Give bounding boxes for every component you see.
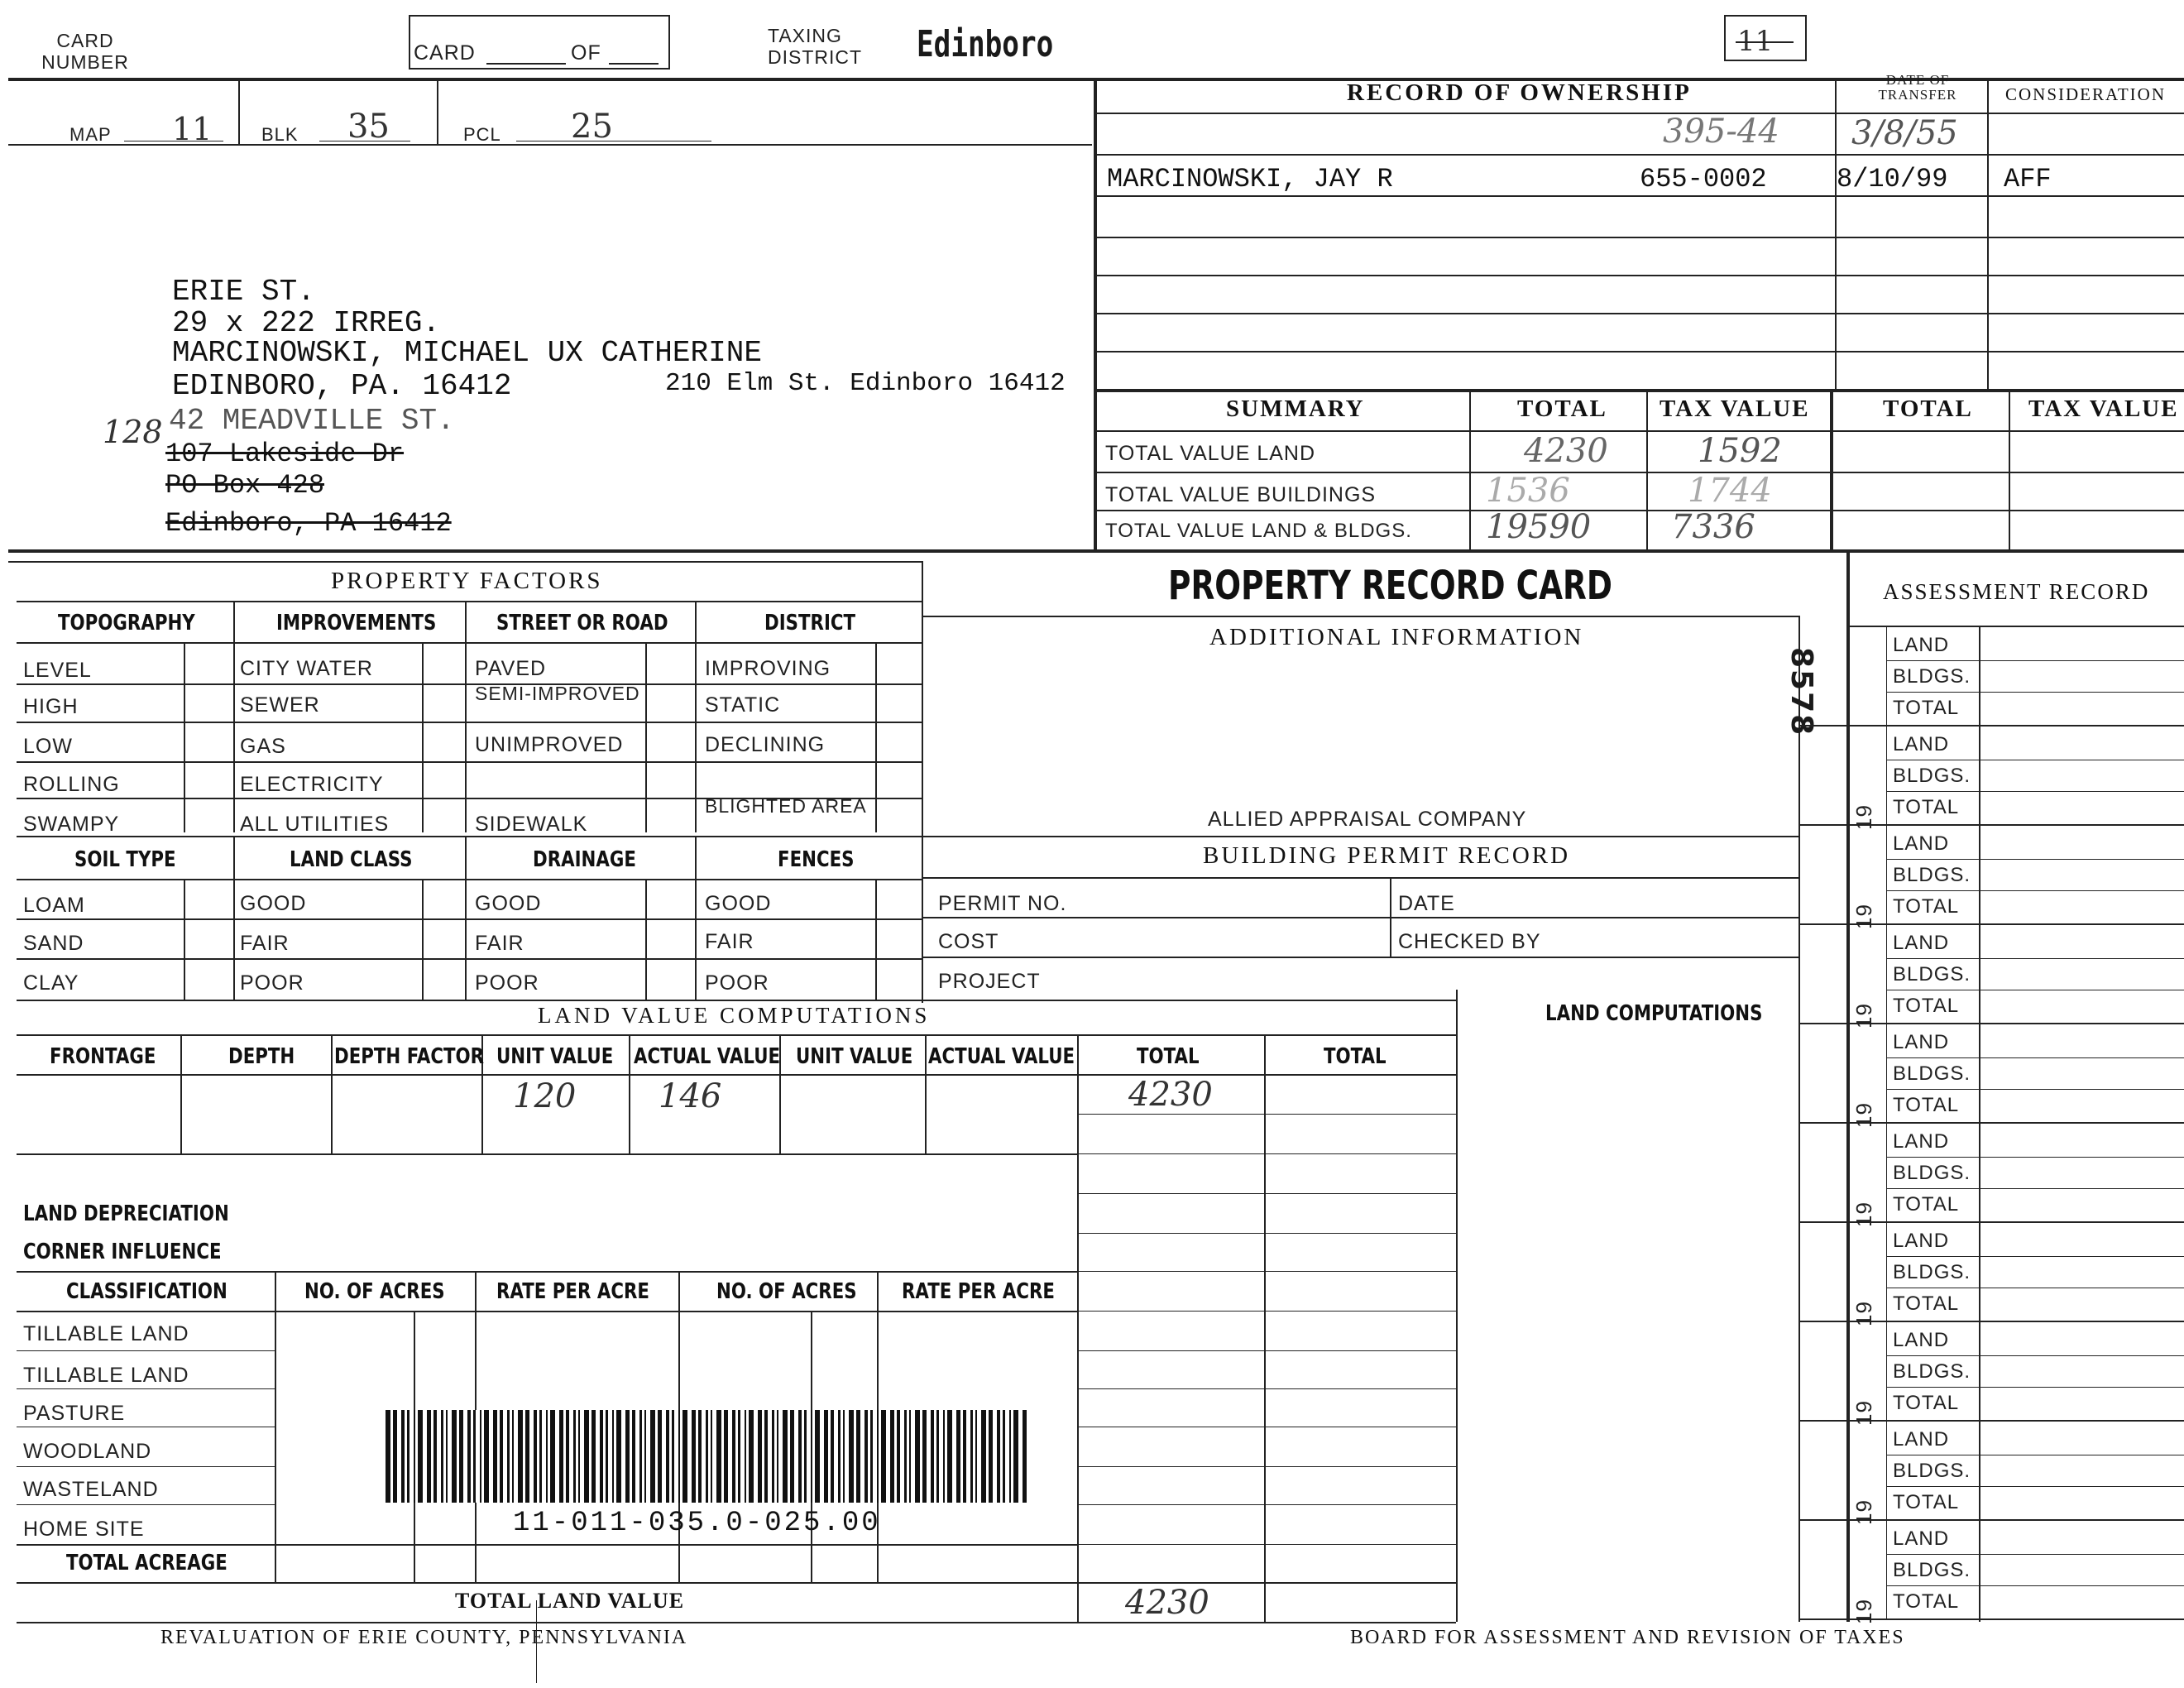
class-pasture: PASTURE (23, 1402, 126, 1425)
factor-level: LEVEL (23, 659, 92, 682)
factor-swampy: SWAMPY (23, 813, 120, 836)
assessment-land-label: LAND (1893, 733, 1950, 755)
assessment-bldgs-label: BLDGS. (1893, 1261, 1971, 1283)
factor-blighted: BLIGHTED AREA (705, 795, 867, 817)
assessment-land-label: LAND (1893, 1428, 1950, 1451)
land-computations-title: LAND COMPUTATIONS (1545, 1001, 1763, 1026)
assessment-bldgs-label: BLDGS. (1893, 1460, 1971, 1482)
card-no-value: 11 (1737, 25, 1774, 58)
assessment-bldgs-label: BLDGS. (1893, 665, 1971, 688)
drainage-good: GOOD (475, 892, 542, 915)
barcode-bar (459, 1410, 463, 1503)
barcode-bar (798, 1410, 802, 1503)
barcode-bar (682, 1410, 687, 1503)
barcode-bar (732, 1410, 735, 1503)
assessment-bldgs-label: BLDGS. (1893, 1559, 1971, 1581)
ownership-name-2: MARCINOWSKI, JAY R (1107, 164, 1393, 194)
barcode-bar (1003, 1410, 1005, 1503)
assessment-bldgs-label: BLDGS. (1893, 765, 1971, 787)
assessment-year-prefix: 19 (1851, 1102, 1876, 1128)
address-city: EDINBORO, PA. 16412 (172, 369, 512, 403)
assessment-total-label: TOTAL (1893, 1491, 1960, 1513)
summary-bldgs-tax: 1744 (1688, 472, 1772, 510)
assessment-land-label: LAND (1893, 1230, 1950, 1252)
barcode-bar (493, 1410, 497, 1503)
struck-address-3: Edinboro, PA 16412 (165, 508, 452, 539)
factor-electricity: ELECTRICITY (240, 773, 384, 796)
barcode-bar (881, 1410, 886, 1503)
lv-total-value: 4230 (1128, 1076, 1213, 1114)
barcode-bar (777, 1410, 778, 1503)
summary-tax-value-label: TAX VALUE (1660, 396, 1810, 422)
barcode-bar (890, 1410, 894, 1503)
barcode-bar (947, 1410, 952, 1503)
factor-sidewalk: SIDEWALK (475, 813, 588, 836)
fences-fair: FAIR (705, 930, 754, 953)
barcode-bar (573, 1410, 576, 1503)
class-header-classification: CLASSIFICATION (66, 1279, 228, 1304)
factor-low: LOW (23, 735, 73, 758)
soil-loam: LOAM (23, 894, 85, 917)
assessment-year-prefix: 19 (1851, 804, 1876, 830)
factor-header-topography: TOPOGRAPHY (58, 611, 195, 635)
factor-rolling: ROLLING (23, 773, 120, 796)
barcode-bar (386, 1410, 390, 1503)
class-woodland: WOODLAND (23, 1440, 152, 1463)
hand-house-number: 128 (103, 414, 163, 450)
assessment-bldgs-label: BLDGS. (1893, 963, 1971, 985)
allied-appraisal: ALLIED APPRAISAL COMPANY (1208, 808, 1527, 831)
barcode-bar (539, 1410, 542, 1503)
factor-improving: IMPROVING (705, 657, 831, 680)
barcode-bar (772, 1410, 774, 1503)
barcode-bar (1023, 1410, 1027, 1503)
barcode-bar (904, 1410, 907, 1503)
consideration-label: CONSIDERATION (2005, 84, 2166, 104)
barcode-bar (401, 1410, 405, 1503)
barcode-bar (525, 1410, 529, 1503)
barcode-bar (936, 1410, 939, 1503)
barcode-bar (484, 1410, 489, 1503)
summary-total-label: TOTAL (1517, 396, 1607, 422)
lv-header-unit-value: UNIT VALUE (496, 1044, 614, 1069)
barcode-bar (518, 1410, 523, 1503)
lv-header-frontage: FRONTAGE (50, 1044, 156, 1069)
barcode-bar (512, 1410, 514, 1503)
blk-value: 35 (347, 108, 390, 146)
barcode-bar (745, 1410, 746, 1503)
assessment-total-label: TOTAL (1893, 697, 1960, 719)
class-tillable-1: TILLABLE LAND (23, 1322, 189, 1345)
barcode-bar (981, 1410, 986, 1503)
barcode-bar (632, 1410, 635, 1503)
lv-header-unit-value-2: UNIT VALUE (796, 1044, 913, 1069)
assessment-land-label: LAND (1893, 634, 1950, 656)
record-card-title: PROPERTY RECORD CARD (1168, 563, 1612, 609)
barcode-bar (584, 1410, 589, 1503)
barcode-bar (864, 1410, 868, 1503)
ownership-date-1: 3/8/55 (1851, 114, 1958, 152)
barcode-bar (500, 1410, 503, 1503)
assessment-total-label: TOTAL (1893, 1392, 1960, 1414)
barcode-bar (870, 1410, 873, 1503)
barcode-bar (546, 1410, 548, 1503)
factor-high: HIGH (23, 695, 79, 718)
barcode-bar (849, 1410, 854, 1503)
assessment-total-label: TOTAL (1893, 1590, 1960, 1613)
barcode-bar (467, 1410, 471, 1503)
barcode-bar (452, 1410, 457, 1503)
lv-header-depth: DEPTH (228, 1044, 295, 1069)
permit-date-label: DATE (1398, 892, 1455, 915)
barcode-bar (427, 1410, 431, 1503)
assessment-land-label: LAND (1893, 1527, 1950, 1550)
assessment-year-prefix: 19 (1851, 1003, 1876, 1029)
footer-right: BOARD FOR ASSESSMENT AND REVISION OF TAXES (1350, 1627, 1905, 1648)
barcode-bar (790, 1410, 794, 1503)
factor-paved: PAVED (475, 657, 547, 680)
ownership-ref-1: 395-44 (1663, 113, 1779, 151)
factor-header-improvements: IMPROVEMENTS (276, 611, 437, 635)
address-street: 42 MEADVILLE ST. (169, 404, 455, 438)
barcode-bar (915, 1410, 920, 1503)
ownership-title: RECORD OF OWNERSHIP (1347, 79, 1692, 106)
barcode-bar (446, 1410, 448, 1503)
corner-influence-label: CORNER INFLUENCE (23, 1240, 222, 1264)
lv-header-actual-value: ACTUAL VALUE (634, 1044, 781, 1069)
barcode-bar (672, 1410, 674, 1503)
summary-land-total: 4230 (1524, 432, 1608, 470)
barcode-bar (943, 1410, 945, 1503)
factor-header-street: STREET OR ROAD (496, 611, 668, 635)
factor-header-drainage: DRAINAGE (533, 847, 636, 872)
soil-clay: CLAY (23, 971, 79, 995)
factor-declining: DECLINING (705, 733, 826, 756)
barcode-bar (639, 1410, 642, 1503)
assessment-bldgs-label: BLDGS. (1893, 1360, 1971, 1383)
address-line1: ERIE ST. (172, 275, 315, 309)
summary-total2-label: TOTAL (1883, 396, 1973, 422)
barcode-bar (843, 1410, 845, 1503)
barcode-bar (441, 1410, 443, 1503)
ownership-ref-2: 655-0002 (1640, 164, 1767, 194)
barcode-bar (507, 1410, 510, 1503)
lv-actual-value: 146 (659, 1077, 722, 1115)
barcode-bar (407, 1410, 410, 1503)
card-label: CARD (414, 41, 476, 65)
lv-header-actual-value-2: ACTUAL VALUE (928, 1044, 1075, 1069)
ownership-date-2: 8/10/99 (1837, 164, 1948, 194)
barcode-bar (666, 1410, 669, 1503)
barcode-bar (550, 1410, 555, 1503)
factor-static: STATIC (705, 693, 781, 717)
summary-bldgs-total: 1536 (1486, 472, 1570, 510)
permit-project-label: PROJECT (938, 970, 1041, 993)
property-factors-title: PROPERTY FACTORS (331, 568, 603, 594)
lv-header-total-2: TOTAL (1324, 1044, 1387, 1069)
permit-no-label: PERMIT NO. (938, 892, 1067, 915)
assessment-total-label: TOTAL (1893, 1193, 1960, 1216)
summary-all-tax: 7336 (1671, 508, 1755, 546)
assessment-land-label: LAND (1893, 1329, 1950, 1351)
class-fair: FAIR (240, 932, 290, 955)
assessment-total-label: TOTAL (1893, 995, 1960, 1017)
permit-cost-label: COST (938, 930, 999, 953)
barcode-bar (612, 1410, 614, 1503)
summary-tax-value2-label: TAX VALUE (2028, 396, 2179, 422)
barcode-bar (592, 1410, 596, 1503)
assessment-bldgs-label: BLDGS. (1893, 864, 1971, 886)
land-depreciation-label: LAND DEPRECIATION (23, 1201, 229, 1226)
barcode-bar (578, 1410, 580, 1503)
assessment-year-prefix: 19 (1851, 1201, 1876, 1227)
summary-land-label: TOTAL VALUE LAND (1105, 442, 1316, 465)
blk-label: BLK (261, 124, 299, 145)
barcode-bar (811, 1410, 812, 1503)
barcode-bar (606, 1410, 608, 1503)
class-tillable-2: TILLABLE LAND (23, 1364, 189, 1387)
barcode-bar (559, 1410, 563, 1503)
ownership-consideration-2: AFF (2004, 164, 2052, 194)
factor-semi-improved: SEMI-IMPROVED (475, 683, 640, 704)
barcode-bar (393, 1410, 397, 1503)
card-number-label: CARD NUMBER (41, 30, 129, 73)
struck-address-2: PO Box 428 (165, 470, 325, 501)
barcode-bar (692, 1410, 696, 1503)
summary-title: SUMMARY (1226, 396, 1365, 422)
map-label: MAP (69, 124, 112, 145)
building-permit-title: BUILDING PERMIT RECORD (1203, 842, 1571, 869)
barcode-bar (1013, 1410, 1018, 1503)
assessment-total-label: TOTAL (1893, 796, 1960, 818)
pcl-value: 25 (571, 108, 613, 146)
barcode-bar (815, 1410, 820, 1503)
owner-name: MARCINOWSKI, MICHAEL UX CATHERINE (172, 336, 762, 370)
factor-sewer: SEWER (240, 693, 320, 717)
assessment-total-label: TOTAL (1893, 895, 1960, 918)
class-header-acres-2: NO. OF ACRES (716, 1279, 857, 1304)
barcode-bar (824, 1410, 828, 1503)
assessment-land-label: LAND (1893, 832, 1950, 855)
barcode (382, 1410, 1036, 1503)
barcode-bar (650, 1410, 655, 1503)
fences-poor: POOR (705, 971, 769, 995)
struck-address-1: 107 Lakeside Dr (165, 439, 405, 469)
barcode-bar (783, 1410, 788, 1503)
barcode-bar (989, 1410, 993, 1503)
barcode-bar (997, 1410, 1000, 1503)
barcode-bar (749, 1410, 754, 1503)
barcode-bar (975, 1410, 977, 1503)
barcode-bar (616, 1410, 621, 1503)
map-value: 11 (172, 111, 213, 147)
barcode-bar (764, 1410, 768, 1503)
lv-header-total: TOTAL (1137, 1044, 1200, 1069)
taxing-district-value: Edinboro (917, 23, 1054, 65)
factor-all-utilities: ALL UTILITIES (240, 813, 390, 836)
class-good: GOOD (240, 892, 307, 915)
barcode-bar (658, 1410, 662, 1503)
factor-unimproved: UNIMPROVED (475, 733, 624, 756)
assessment-land-label: LAND (1893, 1130, 1950, 1153)
barcode-bar (963, 1410, 966, 1503)
factor-header-land-class: LAND CLASS (290, 847, 413, 872)
date-of-transfer-label: DATE OF TRANSFER (1878, 72, 1957, 103)
barcode-bar (473, 1410, 476, 1503)
factor-header-soil: SOIL TYPE (74, 847, 176, 872)
factor-gas: GAS (240, 735, 286, 758)
barcode-text: 11-011-035.0-025.00 (513, 1508, 881, 1539)
barcode-bar (711, 1410, 712, 1503)
permit-checked-label: CHECKED BY (1398, 930, 1541, 953)
barcode-bar (831, 1410, 834, 1503)
barcode-bar (838, 1410, 841, 1503)
barcode-bar (706, 1410, 708, 1503)
barcode-bar (897, 1410, 900, 1503)
address-new: 210 Elm St. Edinboro 16412 (665, 369, 1066, 398)
assessment-title: ASSESSMENT RECORD (1883, 579, 2150, 604)
barcode-bar (418, 1410, 423, 1503)
class-header-acres: NO. OF ACRES (304, 1279, 445, 1304)
barcode-bar (956, 1410, 960, 1503)
barcode-bar (970, 1410, 973, 1503)
barcode-bar (758, 1410, 762, 1503)
total-land-value-amount: 4230 (1125, 1584, 1209, 1622)
barcode-bar (534, 1410, 537, 1503)
barcode-bar (678, 1410, 680, 1503)
assessment-total-label: TOTAL (1893, 1292, 1960, 1315)
side-stamp: 8578 (1784, 647, 1818, 737)
barcode-bar (909, 1410, 911, 1503)
factor-header-fences: FENCES (778, 847, 855, 872)
barcode-graphic (382, 1410, 1036, 1503)
barcode-bar (566, 1410, 569, 1503)
class-home-site: HOME SITE (23, 1518, 145, 1541)
total-land-value-label: TOTAL LAND VALUE (455, 1589, 685, 1613)
total-acreage-label: TOTAL ACREAGE (66, 1551, 228, 1575)
footer-left: REVALUATION OF ERIE COUNTY, PENNSYLVANIA (160, 1627, 688, 1648)
lv-unit-value: 120 (513, 1077, 577, 1115)
assessment-year-prefix: 19 (1851, 1400, 1876, 1426)
drainage-fair: FAIR (475, 932, 524, 955)
pcl-label: PCL (463, 124, 501, 145)
soil-sand: SAND (23, 932, 84, 955)
of-label: OF (571, 41, 601, 65)
barcode-bar (724, 1410, 728, 1503)
class-header-rate-2: RATE PER ACRE (902, 1279, 1055, 1304)
barcode-bar (738, 1410, 740, 1503)
fences-good: GOOD (705, 892, 772, 915)
summary-all-total: 19590 (1486, 508, 1592, 546)
assessment-bldgs-label: BLDGS. (1893, 1062, 1971, 1085)
taxing-district-label: TAXING DISTRICT (768, 25, 863, 68)
assessment-land-label: LAND (1893, 1031, 1950, 1053)
barcode-bar (856, 1410, 860, 1503)
summary-land-tax: 1592 (1698, 432, 1782, 470)
barcode-bar (644, 1410, 646, 1503)
class-header-rate: RATE PER ACRE (496, 1279, 649, 1304)
drainage-poor: POOR (475, 971, 539, 995)
summary-all-label: TOTAL VALUE LAND & BLDGS. (1105, 520, 1412, 542)
address-line2: 29 x 222 IRREG. (172, 306, 441, 340)
factor-header-district: DISTRICT (764, 611, 856, 635)
barcode-bar (877, 1410, 879, 1503)
assessment-year-prefix: 19 (1851, 1499, 1876, 1525)
barcode-bar (716, 1410, 721, 1503)
barcode-bar (433, 1410, 437, 1503)
barcode-bar (922, 1410, 927, 1503)
barcode-bar (600, 1410, 603, 1503)
barcode-bar (414, 1410, 415, 1503)
assessment-land-label: LAND (1893, 932, 1950, 954)
assessment-year-prefix: 19 (1851, 904, 1876, 929)
class-poor: POOR (240, 971, 304, 995)
land-value-title: LAND VALUE COMPUTATIONS (538, 1003, 931, 1028)
class-wasteland: WASTELAND (23, 1478, 159, 1501)
barcode-bar (625, 1410, 630, 1503)
barcode-bar (1009, 1410, 1011, 1503)
assessment-year-prefix: 19 (1851, 1599, 1876, 1624)
factor-city-water: CITY WATER (240, 657, 373, 680)
barcode-bar (804, 1410, 807, 1503)
lv-header-depth-factor: DEPTH FACTOR (334, 1044, 485, 1069)
additional-info-label: ADDITIONAL INFORMATION (1209, 624, 1584, 650)
barcode-bar (931, 1410, 934, 1503)
barcode-bar (698, 1410, 702, 1503)
assessment-total-label: TOTAL (1893, 1094, 1960, 1116)
assessment-bldgs-label: BLDGS. (1893, 1162, 1971, 1184)
assessment-year-prefix: 19 (1851, 1301, 1876, 1326)
summary-bldgs-label: TOTAL VALUE BUILDINGS (1105, 483, 1377, 506)
barcode-bar (480, 1410, 481, 1503)
